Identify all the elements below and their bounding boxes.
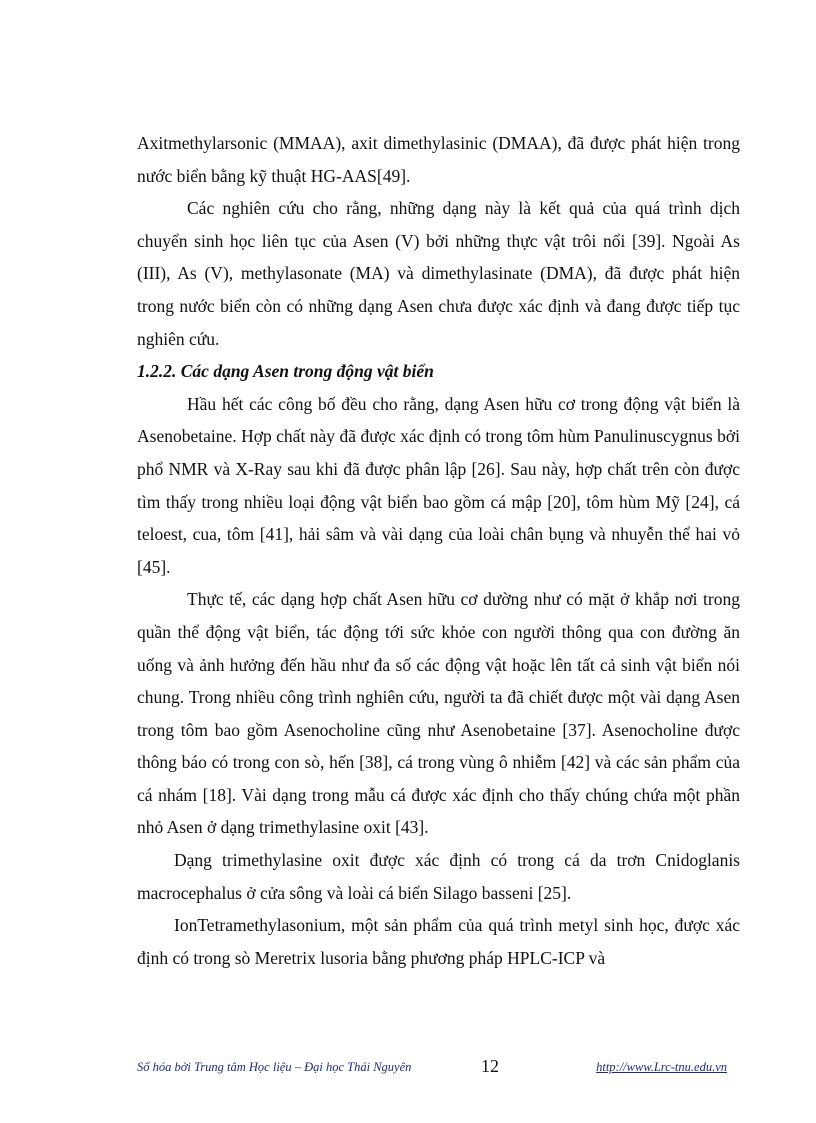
page-number: 12 <box>481 1056 499 1076</box>
footer-source: Số hóa bởi Trung tâm Học liệu – Đại học Thái Nguyên <box>137 1060 412 1074</box>
paragraph-5: Dạng trimethylasine oxit được xác định có trong cá da trơn Cnidoglanis macrocephalus ở cửa sông và loài cá biển Silago basseni [25]. <box>137 850 740 903</box>
paragraph-1: Axitmethylarsonic (MMAA), axit dimethylasinic (DMAA), đã được phát hiện trong nước biển bằng kỹ thuật HG-AAS[49]. <box>137 133 740 186</box>
section-heading: 1.2.2. Các dạng Asen trong động vật biển <box>137 361 434 382</box>
paragraph-3: Hầu hết các công bố đều cho rằng, dạng Asen hữu cơ trong động vật biển là Asenobetaine. Hợp chất này đã được xác định có trong tôm hùm Panulinuscygnus bởi phổ NMR và X-Ray sau khi đã được phân lập [26]. Sau này, hợp chất trên còn được tìm thấy trong nhiều loại động vật biển bao gồm cá mập [20], tôm hùm Mỹ [24], cá teloest, cua, tôm [41], hải sâm và vài dạng của loài chân bụng và nhuyễn thể hai vỏ [45]. <box>137 393 740 577</box>
footer-link[interactable]: http://www.Lrc-tnu.edu.vn <box>596 1060 727 1074</box>
paragraph-4: Thực tế, các dạng hợp chất Asen hữu cơ dường như có mặt ở khắp nơi trong quần thể động vật biển, tác động tới sức khỏe con người thông qua con đường ăn uống và ảnh hưởng đến hầu như đa số các động vật hoặc lên tất cả sinh vật biển nói chung. Trong nhiều công trình nghiên cứu, người ta đã chiết được một vài dạng Asen trong tôm bao gồm Asenocholine cũng như Asenobetaine [37]. Asenocholine được thông báo có trong con sò, hến [38], cá trong vùng ô nhiễm [42] và các sản phẩm của cá nhám [18]. Vài dạng trong mẫu cá được xác định cho thấy chúng chứa một phần nhỏ Asen ở dạng trimethylasine oxit [43]. <box>137 589 740 838</box>
paragraph-2: Các nghiên cứu cho rằng, những dạng này là kết quả của quá trình dịch chuyển sinh học liên tục của Asen (V) bởi những thực vật trôi nổi [39]. Ngoài As (III), As (V), methylasonate (MA) và dimethylasinate (DMA), đã được phát hiện trong nước biển còn có những dạng Asen chưa được xác định và đang được tiếp tục nghiên cứu. <box>137 198 740 349</box>
paragraph-6: IonTetramethylasonium, một sản phẩm của quá trình metyl sinh học, được xác định có trong sò Meretrix lusoria bằng phương pháp HPLC-ICP và <box>137 915 740 968</box>
page-footer <box>137 1056 727 1080</box>
page-body <box>137 127 740 974</box>
